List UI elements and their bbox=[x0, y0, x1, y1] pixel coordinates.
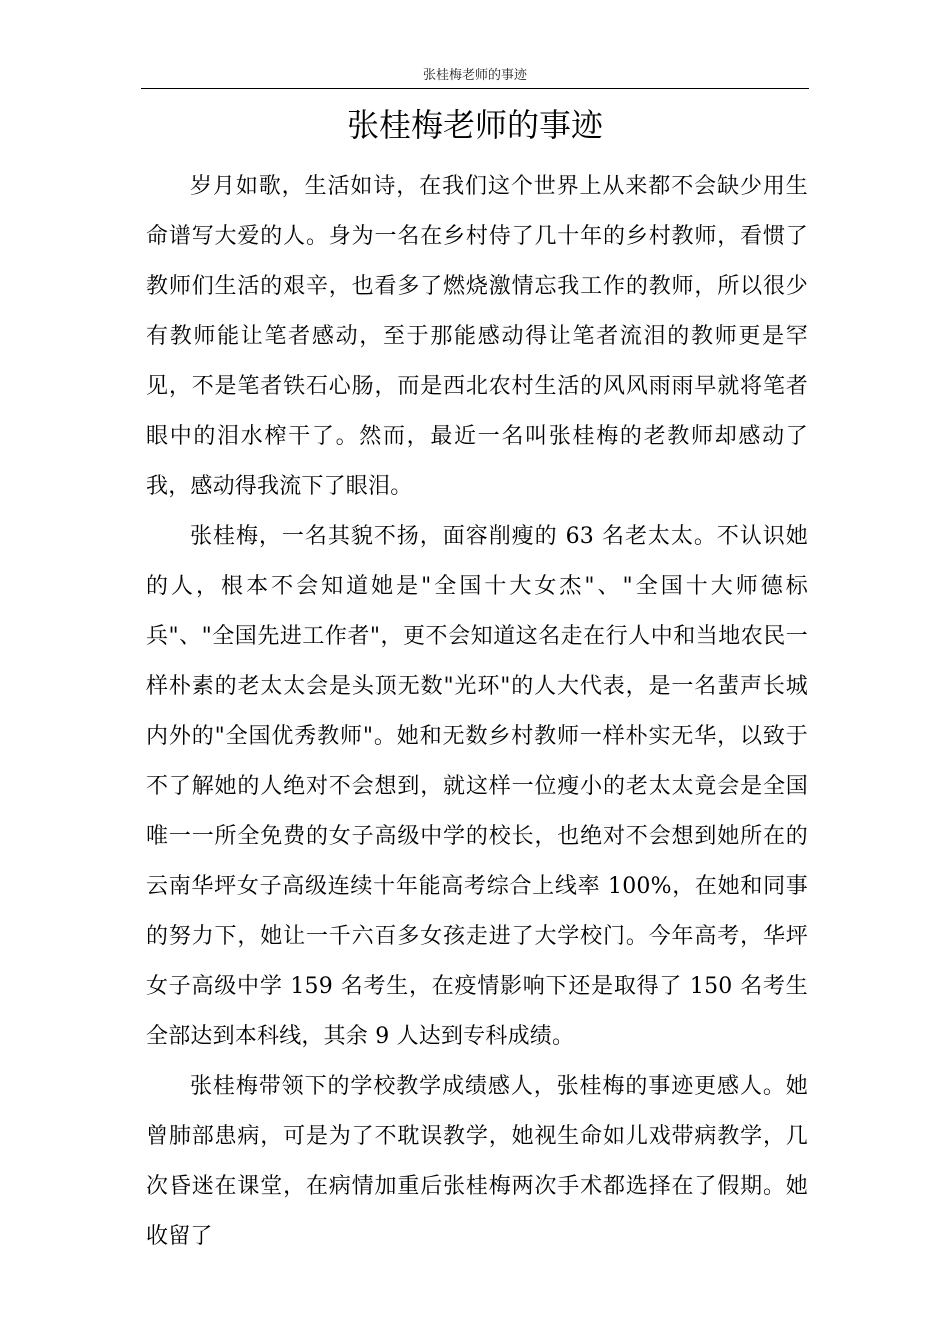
header-divider bbox=[141, 88, 809, 89]
document-body bbox=[146, 162, 808, 1262]
paragraph: 张桂梅带领下的学校教学成绩感人，张桂梅的事迹更感人。她曾肺部患病，可是为了不耽误教学，她视生命如儿戏带病教学，几次昏迷在课堂，在病情加重后张桂梅两次手术都选择在了假期。她收留了 bbox=[146, 1074, 808, 1249]
paragraph: 岁月如歌，生活如诗，在我们这个世界上从来都不会缺少用生命谱写大爱的人。身为一名在乡村侍了几十年的乡村教师，看惯了教师们生活的艰辛，也看多了燃烧激情忘我工作的教师，所以很少有教师能让笔者感动，至于那能感动得让笔者流泪的教师更是罕见，不是笔者铁石心肠，而是西北农村生活的风风雨雨早就将笔者眼中的泪水榨干了。然而，最近一名叫张桂梅的老教师却感动了我，感动得我流下了眼泪。 bbox=[146, 174, 808, 499]
document-title: 张桂梅老师的事迹 bbox=[346, 106, 603, 144]
running-header: 张桂梅老师的事迹 bbox=[422, 68, 527, 83]
paragraph: 张桂梅，一名其貌不扬，面容削瘦的 63 名老太太。不认识她的人，根本不会知道她是"全国十大女杰"、"全国十大师德标兵"、"全国先进工作者"，更不会知道这名走在行人中和当地农民一样朴素的老太太会是头顶无数"光环"的人大代表，是一名蜚声长城内外的"全国优秀教师"。她和无数乡村教师一样朴实无华，以致于不了解她的人绝对不会想到，就这样一位瘦小的老太太竟会是全国唯一一所全免费的女子高级中学的校长，也绝对不会想到她所在的云南华坪女子高级连续十年能高考综合上线率 100%，在她和同事的努力下，她让一千六百多女孩走进了大学校门。今年高考，华坪女子高级中学 159 名考生，在疫情影响下还是取得了 150 名考生全部达到本科线，其余 9 人达到专科成绩。 bbox=[146, 524, 808, 1049]
